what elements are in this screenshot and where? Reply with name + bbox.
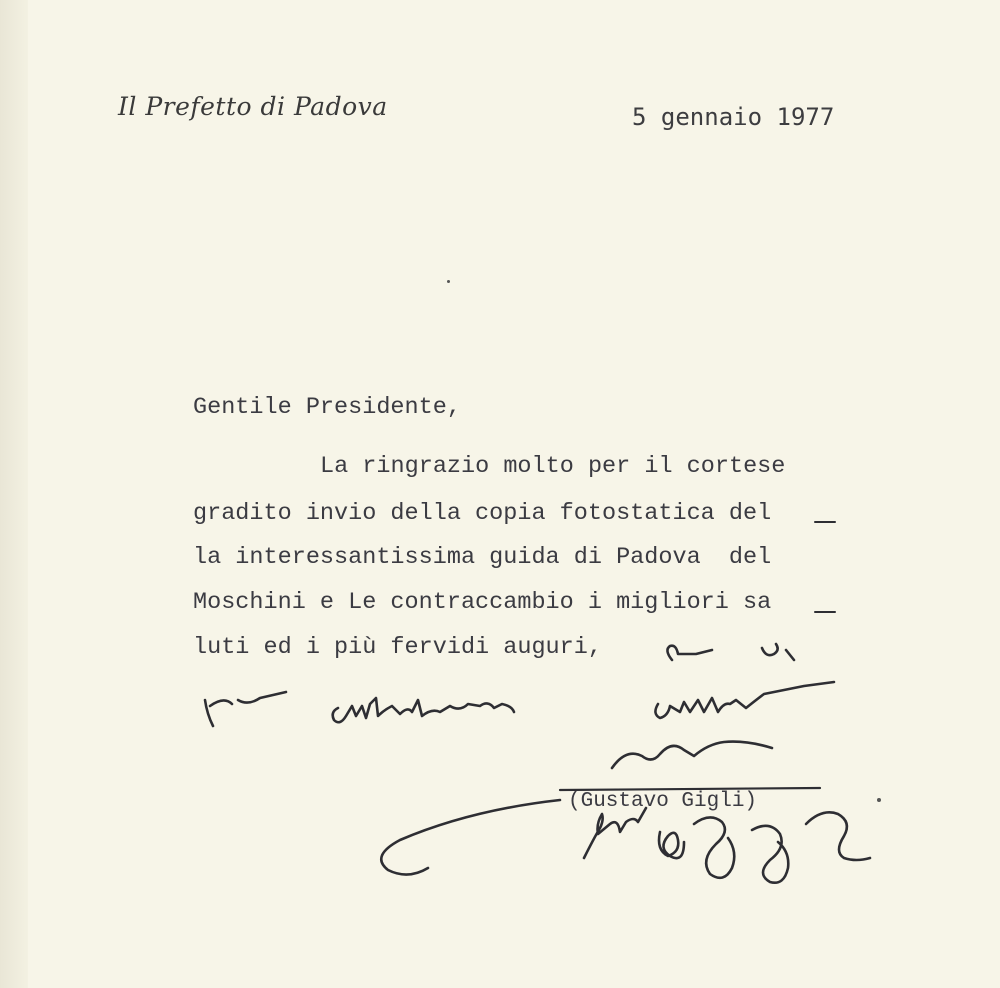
handwriting-stroke (333, 698, 514, 722)
handwriting-stroke (762, 644, 778, 655)
ink-dot (447, 280, 450, 283)
body-line: luti ed i più fervidi auguri, (193, 634, 602, 661)
signatory-name: (Gustavo Gigli) (568, 790, 758, 813)
signature-flourish (612, 742, 772, 768)
signature-line (560, 788, 820, 790)
signature-stroke (752, 826, 788, 883)
signature-stroke (659, 832, 684, 858)
signature-stroke (584, 808, 646, 858)
signature-stroke (694, 817, 734, 877)
handwriting-stroke (786, 650, 794, 660)
handwriting-stroke (667, 646, 712, 660)
letterhead: Il Prefetto di Padova (118, 92, 388, 121)
body-line: la interessantissima guida di Padova del (193, 544, 772, 571)
salutation: Gentile Presidente, (193, 394, 461, 421)
letter-date: 5 gennaio 1977 (632, 103, 835, 131)
signature-stroke (381, 800, 560, 875)
signature-stroke (806, 812, 870, 860)
handwriting-stroke (655, 682, 834, 718)
body-line: Moschini e Le contraccambio i migliori sa (193, 589, 772, 616)
ink-dot (877, 798, 881, 802)
body-line: La ringrazio molto per il cortese (320, 453, 786, 480)
body-line: gradito invio della copia fotostatica del (193, 500, 772, 527)
handwriting-stroke (205, 692, 286, 726)
